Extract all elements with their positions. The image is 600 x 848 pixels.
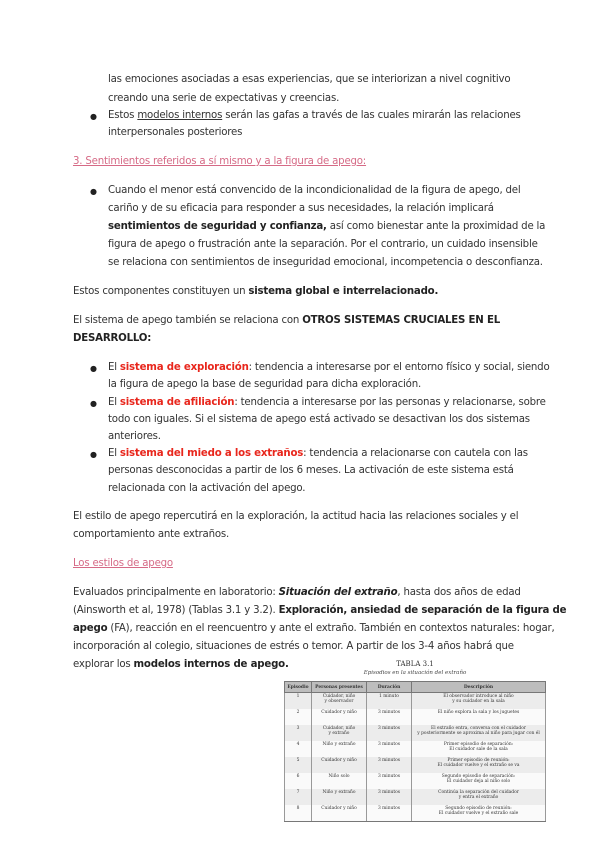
cell-personas-line: Niño solo: [328, 774, 350, 779]
table-row: [285, 805, 546, 822]
table-row: [285, 773, 546, 789]
cell-descripcion: [412, 725, 546, 741]
cell-descripcion-line: El niño explora la sala y los juguetes: [437, 710, 520, 715]
bullet-icon: ●: [90, 399, 97, 408]
table-row: [285, 757, 546, 773]
section-3-heading: 3. Sentimientos referidos a sí mismo y a la figura de apego:: [73, 156, 367, 167]
cell-personas: [312, 709, 367, 725]
table-caption: Episodios en la situación del extraño: [363, 670, 467, 676]
cell-episodio: 4: [285, 741, 312, 757]
estilos-line-5: explorar los modelos internos de apego.: [73, 659, 289, 670]
cell-personas-line: Niño y extraño: [322, 742, 356, 747]
table-number: TABLA 3.1: [396, 660, 434, 668]
cell-descripcion-line: El cuidador sale de la sala: [449, 747, 508, 752]
cell-duracion: 3 minutos: [367, 773, 412, 789]
cell-episodio: 5: [285, 757, 312, 773]
cell-personas-line: Cuidador y niño: [321, 806, 357, 811]
intro-line-2: creando una serie de expectativas y creencias.: [108, 93, 340, 104]
section-3-line-2: cariño y de su eficacia para responder a sus necesidades, la relación implicará: [108, 203, 494, 214]
table-row: [285, 709, 546, 725]
table-row: [285, 725, 546, 741]
cell-duracion: 1 minuto: [367, 693, 412, 710]
section-3-line-1: Cuando el menor está convencido de la incondicionalidad de la figura de apego, del: [108, 185, 521, 196]
cell-personas: [312, 805, 367, 822]
cell-duracion: 3 minutos: [367, 741, 412, 757]
estilos-line-2: (Ainsworth et al, 1978) (Tablas 3.1 y 3.2). Exploración, ansiedad de separación de la figura de: [73, 605, 567, 616]
cell-descripcion: [412, 757, 546, 773]
cell-duracion: 3 minutos: [367, 805, 412, 822]
cell-descripcion-line: El cuidador deja al niño solo: [446, 779, 511, 784]
cell-personas: [312, 789, 367, 805]
system-afiliacion-line-2: todo con iguales. Si el sistema de apego está activado se desactivan los dos sistemas: [108, 414, 530, 425]
cell-personas: [312, 773, 367, 789]
systems-intro-line-1: El sistema de apego también se relaciona con OTROS SISTEMAS CRUCIALES EN EL: [73, 315, 501, 326]
cell-descripcion: [412, 789, 546, 805]
cell-personas-line: Cuidador, niño: [322, 694, 356, 699]
style-paragraph-line-2: comportamiento ante extraños.: [73, 529, 230, 540]
cell-episodio: 3: [285, 725, 312, 741]
cell-episodio: 1: [285, 693, 312, 710]
table-row: [285, 789, 546, 805]
cell-descripcion-line: Segundo episodio de separación:: [441, 774, 516, 779]
section-3-line-5: se relaciona con sentimientos de inseguridad emocional, incompetencia o desconfianza.: [108, 257, 543, 268]
bullet-icon: ●: [90, 112, 97, 121]
style-paragraph-line-1: El estilo de apego repercutirá en la exploración, la actitud hacia las relaciones sociales y el: [73, 511, 519, 522]
bullet-icon: ●: [90, 450, 97, 459]
cell-descripcion-line: Segundo episodio de reunión:: [445, 806, 512, 811]
col-episodio: Episodio: [285, 682, 312, 693]
cell-descripcion: [412, 773, 546, 789]
table-row: [285, 741, 546, 757]
cell-duracion: 3 minutos: [367, 709, 412, 725]
cell-descripcion-line: Continúa la separación del cuidador: [438, 790, 519, 795]
cell-descripcion-line: y entra el extraño: [458, 795, 499, 800]
components-paragraph: Estos componentes constituyen un sistema global e interrelacionado.: [73, 286, 439, 297]
system-miedo-line-2: personas desconocidas a partir de los 6 meses. La activación de este sistema está: [108, 465, 514, 476]
cell-descripcion-line: El cuidador vuelve y el extraño se va: [437, 763, 520, 768]
table-3-1: [284, 660, 546, 822]
bullet-icon: ●: [90, 364, 97, 373]
cell-duracion: 3 minutos: [367, 789, 412, 805]
cell-personas: [312, 725, 367, 741]
intro-bullet-line-2: interpersonales posteriores: [108, 127, 243, 138]
estilos-line-1: Evaluados principalmente en laboratorio: Situación del extraño, hasta dos años de edad: [73, 587, 521, 598]
cell-personas: [312, 741, 367, 757]
col-descripcion: Descripción: [412, 682, 546, 693]
cell-descripcion: [412, 741, 546, 757]
cell-personas-line: Niño y extraño: [322, 790, 356, 795]
cell-personas-line: Cuidador y niño: [321, 758, 357, 763]
situacion-extrano-table: [284, 681, 546, 822]
cell-descripcion: [412, 693, 546, 710]
cell-descripcion-line: y su cuidador en la sala: [452, 699, 505, 704]
system-afiliacion: El sistema de afiliación: tendencia a interesarse por las personas y relacionarse, sobre: [108, 397, 546, 408]
cell-episodio: 8: [285, 805, 312, 822]
cell-duracion: 3 minutos: [367, 725, 412, 741]
cell-personas: [312, 757, 367, 773]
col-duracion: Duración: [367, 682, 412, 693]
cell-personas-line: y observador: [324, 699, 354, 704]
cell-descripcion: [412, 709, 546, 725]
cell-personas-line: y extraño: [328, 731, 350, 736]
system-miedo-line-3: relacionada con la activación del apego.: [108, 483, 306, 494]
estilos-line-4: incorporación al colegio, situaciones de estrés o temor. A partir de los 3-4 años habrá que: [73, 641, 514, 652]
section-3-line-3: sentimientos de seguridad y confianza, así como bienestar ante la proximidad de la: [108, 221, 546, 232]
system-exploracion: El sistema de exploración: tendencia a interesarse por el entorno físico y social, siendo: [108, 362, 550, 373]
cell-descripcion-line: El cuidador vuelve y el extraño sale: [438, 811, 519, 816]
cell-personas-line: Cuidador y niño: [321, 710, 357, 715]
col-personas: Personas presentes: [312, 682, 367, 693]
system-exploracion-line-2: la figura de apego la base de seguridad para dicha exploración.: [108, 379, 422, 390]
table-row: [285, 693, 546, 710]
cell-descripcion-line: El extraño entra, conversa con el cuidador: [431, 726, 526, 731]
cell-descripcion-line: y posteriormente se aproxima al niño para jugar con él: [417, 731, 540, 736]
section-3-line-4: figura de apego o frustración ante la separación. Por el contrario, un cuidado insensible: [108, 239, 538, 250]
cell-descripcion-line: El observador introduce al niño: [443, 694, 514, 699]
cell-episodio: 2: [285, 709, 312, 725]
cell-episodio: 6: [285, 773, 312, 789]
cell-duracion: 3 minutos: [367, 757, 412, 773]
cell-episodio: 7: [285, 789, 312, 805]
cell-descripcion: [412, 805, 546, 822]
bullet-icon: ●: [90, 187, 97, 196]
systems-intro-line-2: DESARROLLO:: [73, 333, 152, 344]
cell-personas-line: Cuidador, niño: [322, 726, 356, 731]
cell-descripcion-line: Primer episodio de reunión:: [447, 758, 510, 763]
intro-line-1: las emociones asociadas a esas experiencias, que se interiorizan a nivel cognitivo: [108, 74, 511, 85]
cell-descripcion-line: Primer episodio de separación:: [443, 742, 514, 747]
system-afiliacion-line-3: anteriores.: [108, 431, 161, 442]
estilos-heading: Los estilos de apego: [73, 558, 173, 569]
cell-personas: [312, 693, 367, 710]
estilos-line-3: apego (FA), reacción en el reencuentro y ante el extraño. También en contextos naturales: hogar,: [73, 623, 555, 634]
system-miedo: El sistema del miedo a los extraños: tendencia a relacionarse con cautela con las: [108, 448, 528, 459]
modelos-internos-link: modelos internos: [137, 110, 223, 121]
intro-bullet: Estos modelos internos serán las gafas a través de las cuales mirarán las relaciones: [108, 110, 521, 121]
